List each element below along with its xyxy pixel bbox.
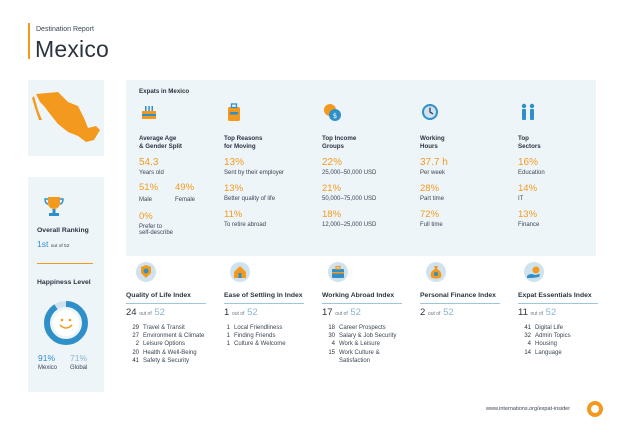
expats-column-income	[322, 102, 412, 228]
coins-icon	[322, 102, 342, 122]
house-icon	[230, 262, 250, 282]
index-title: Quality of Life Index	[126, 292, 191, 299]
hours-2-label: Part time	[420, 196, 445, 202]
reason-1-value: 13%	[224, 157, 245, 168]
reason-2-value: 13%	[224, 183, 244, 194]
age-heading-2: & Gender Split	[139, 143, 182, 150]
index-total: 52	[247, 307, 258, 318]
overall-rank-out-of: out of 52	[50, 244, 70, 249]
self-describe-label-1: Prefer to	[139, 224, 163, 230]
index-rank-value: 11	[518, 307, 528, 318]
hours-heading-1: Working	[420, 135, 445, 142]
index-rule	[518, 303, 598, 304]
index-total: 52	[154, 307, 165, 318]
index-out-of: out of	[530, 311, 544, 317]
index-rank	[518, 307, 598, 318]
overall-ranking-label: Overall Ranking	[37, 227, 89, 234]
suitcase-icon	[224, 102, 244, 122]
divider	[37, 263, 93, 264]
mexico-map-icon	[28, 80, 104, 156]
hours-3-value: 72%	[420, 209, 440, 220]
report-kicker: Destination Report	[36, 26, 94, 33]
sectors-heading-2: Sectors	[518, 143, 541, 150]
accent-bar	[28, 23, 30, 59]
index-rank-value: 17	[322, 307, 333, 318]
mexico-label: Mexico	[38, 365, 58, 371]
expats-column-age	[139, 102, 229, 236]
hours-heading-2: Hours	[420, 143, 438, 150]
list-item: 4 Work & Leisure	[331, 341, 380, 348]
reasons-heading-2: for Moving	[224, 143, 256, 150]
happiness-gauge	[42, 299, 90, 347]
age-heading-1: Average Age	[139, 135, 177, 142]
sector-3-value: 13%	[518, 209, 538, 220]
index-title: Working Abroad Index	[322, 292, 395, 299]
index-rank	[322, 307, 402, 318]
sector-2-value: 14%	[518, 183, 538, 194]
list-item: 14 Language	[524, 349, 562, 356]
reason-1-label: Sent by their employer	[224, 170, 285, 176]
reason-3-value: 11%	[224, 209, 243, 220]
list-item: 2 Leisure Options	[135, 341, 186, 348]
index-personal-finance	[420, 262, 500, 318]
sector-1-value: 16%	[518, 157, 539, 168]
index-title: Personal Finance Index	[420, 292, 496, 299]
overall-rank-value: 1st	[37, 239, 49, 249]
index-rank	[126, 307, 206, 318]
reason-3-label: To retire abroad	[224, 222, 267, 228]
female-pct: 49%	[175, 182, 195, 193]
index-rule	[420, 303, 500, 304]
ranking-panel	[28, 177, 104, 392]
index-total: 52	[443, 307, 454, 318]
money-bag-icon	[426, 262, 446, 282]
list-item: 15 Work Culture &	[328, 349, 380, 356]
hand-icon	[524, 262, 544, 282]
footer-url[interactable]: www.internations.org/expat-insider	[486, 406, 571, 412]
index-quality-of-life	[126, 262, 206, 365]
sectors-heading-1: Top	[518, 135, 529, 142]
list-item: 1 Finding Friends	[226, 333, 276, 340]
people-icon	[518, 102, 538, 122]
svg-text:$: $	[332, 112, 338, 120]
income-3-value: 18%	[322, 209, 342, 220]
expats-title: Expats in Mexico	[139, 88, 190, 95]
mexico-happiness-pct: 91%	[38, 353, 56, 363]
reasons-heading-1: Top Reasons	[224, 135, 263, 142]
page-title: Mexico	[35, 36, 110, 62]
female-label: Female	[175, 197, 196, 203]
self-describe-pct: 0%	[139, 211, 153, 222]
happiness-label: Happiness Level	[37, 279, 91, 286]
reason-2-label: Better quality of life	[224, 196, 276, 202]
income-1-label: 25,000–50,000 USD	[322, 170, 377, 176]
hours-1-value: 37.7 h	[420, 157, 448, 168]
expats-column-sectors	[518, 102, 588, 228]
index-rank-value: 2	[420, 307, 426, 318]
trophy-icon	[44, 195, 64, 217]
list-item: 41 Safety & Security	[132, 357, 190, 364]
index-title: Ease of Settling In Index	[224, 292, 303, 299]
sector-1-label: Education	[518, 170, 545, 176]
smiley-eye-right	[69, 319, 72, 322]
list-item: 20 Health & Well-Being	[132, 349, 197, 356]
list-item: 4 Housing	[527, 341, 558, 348]
list-item: 29 Travel & Transit	[132, 325, 185, 331]
index-rule	[322, 303, 402, 304]
average-age-label: Years old	[139, 170, 164, 176]
income-1-value: 22%	[322, 157, 343, 168]
list-item: 1 Local Friendliness	[226, 325, 283, 331]
map-panel	[28, 80, 104, 156]
badge-icon	[136, 262, 156, 282]
index-rule	[126, 303, 206, 304]
income-2-value: 21%	[322, 183, 342, 194]
male-pct: 51%	[139, 182, 159, 193]
global-label: Global	[70, 365, 88, 371]
self-describe-label-2: self-describe	[139, 230, 174, 236]
internations-logo-icon	[586, 400, 604, 418]
hours-3-label: Full time	[420, 222, 443, 228]
index-out-of: out of	[427, 311, 441, 317]
index-total: 52	[350, 307, 361, 318]
briefcase-icon	[328, 262, 348, 282]
cake-icon	[139, 102, 159, 122]
list-item: 30 Salary & Job Security	[328, 333, 397, 340]
list-item: 32 Admin Topics	[524, 333, 571, 340]
sector-3-label: Finance	[518, 222, 540, 228]
income-2-label: 50,000–75,000 USD	[322, 196, 377, 202]
index-ease-of-settling-in	[224, 262, 304, 349]
income-heading-1: Top Income	[322, 135, 357, 142]
index-rank-value: 24	[126, 307, 137, 318]
index-rank-value: 1	[224, 307, 230, 318]
index-total: 52	[545, 307, 557, 318]
expats-column-hours	[420, 102, 510, 228]
index-rank	[420, 307, 500, 318]
index-rank	[224, 307, 304, 318]
index-rule	[224, 303, 304, 304]
index-title: Expat Essentials Index	[518, 292, 592, 299]
overall-rank	[37, 239, 69, 249]
sector-2-label: IT	[518, 196, 524, 202]
clock-icon	[420, 102, 440, 122]
expats-panel	[126, 80, 596, 256]
average-age: 54.3	[139, 157, 159, 168]
list-item: 27 Environment & Climate	[132, 333, 205, 340]
hours-2-value: 28%	[420, 183, 440, 194]
income-heading-2: Groups	[322, 143, 345, 150]
smiley-eye-left	[61, 319, 64, 322]
expats-column-reasons	[224, 102, 314, 228]
list-item: 18 Career Prospects	[328, 325, 386, 331]
index-working-abroad	[322, 262, 402, 365]
hours-1-label: Per week	[420, 170, 446, 176]
index-out-of: out of	[139, 311, 152, 317]
list-item: Satisfaction	[339, 357, 371, 364]
global-happiness-pct: 71%	[70, 353, 88, 363]
index-expat-essentials	[518, 262, 598, 357]
list-item: 41 Digital Life	[524, 325, 564, 331]
index-out-of: out of	[335, 311, 348, 317]
list-item: 1 Culture & Welcome	[226, 341, 286, 348]
male-label: Male	[139, 197, 153, 203]
index-out-of: out of	[231, 311, 245, 317]
income-3-label: 12,000–25,000 USD	[322, 222, 377, 228]
